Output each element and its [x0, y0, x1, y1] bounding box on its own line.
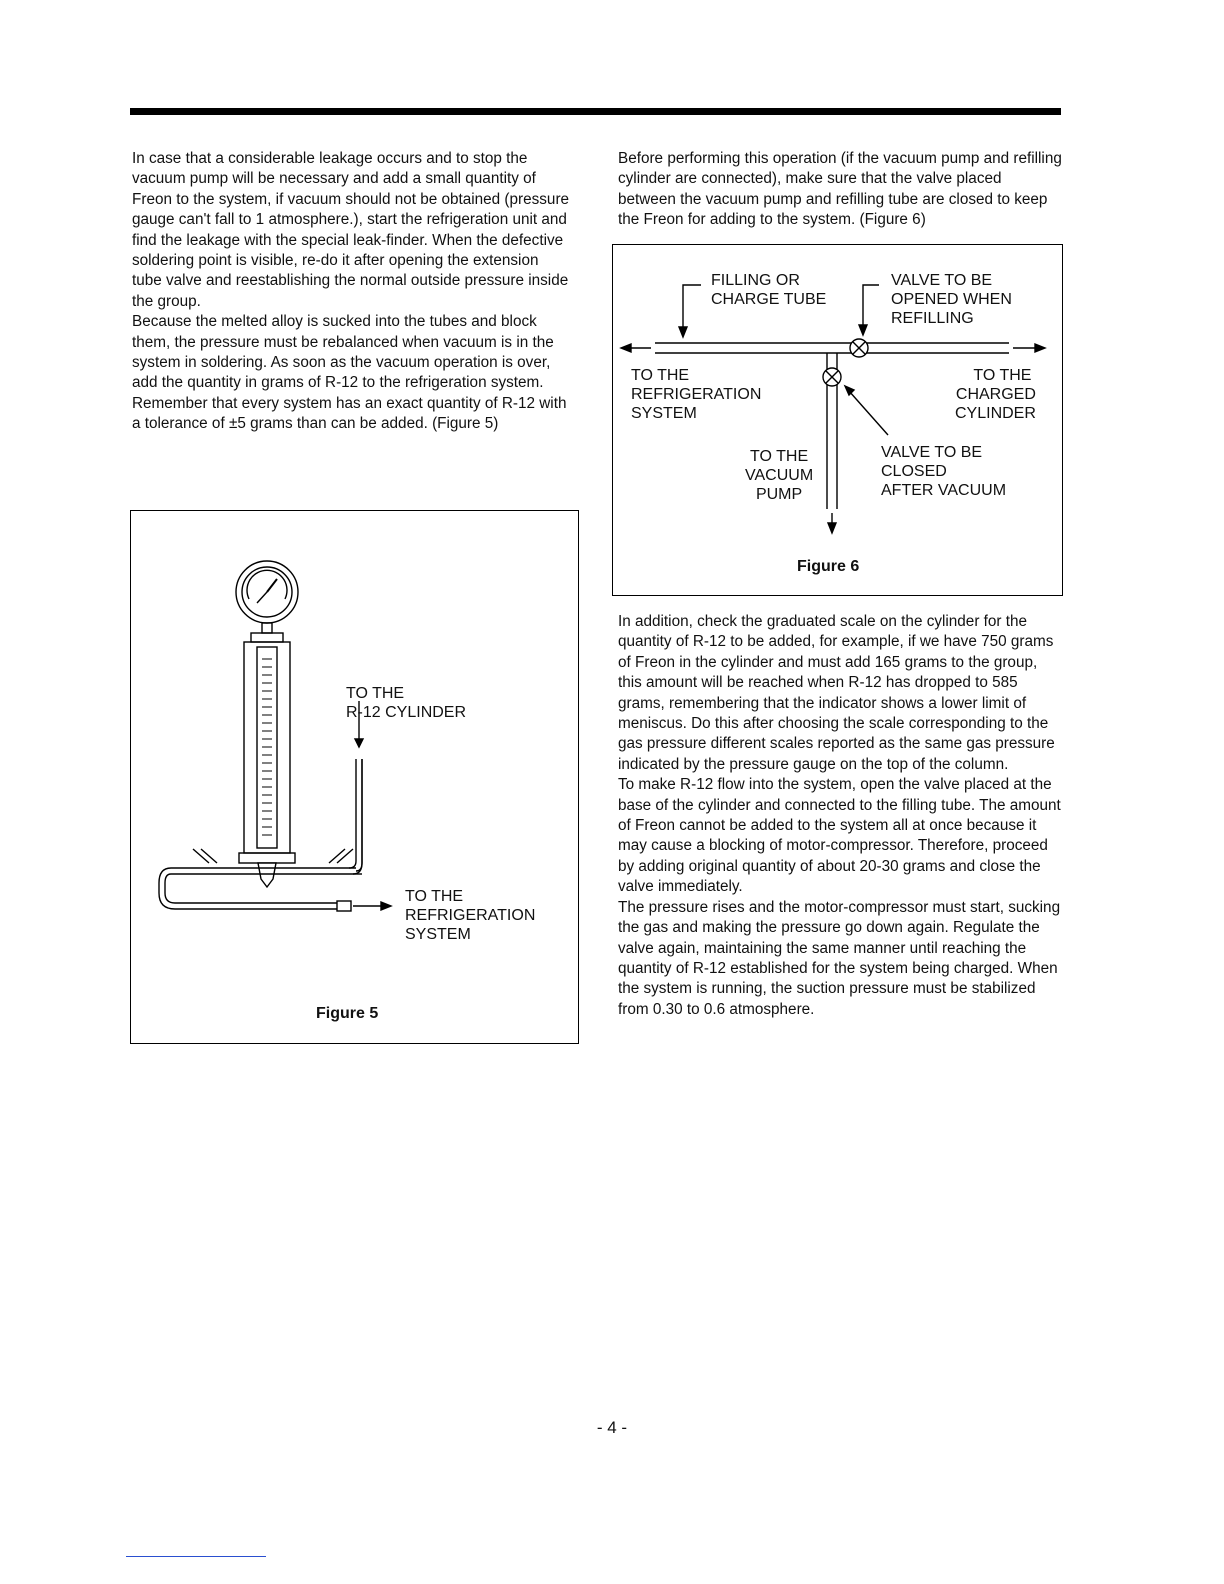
label-filling-charge-tube: FILLING OR CHARGE TUBE [711, 272, 827, 308]
figure-6-caption: Figure 6 [797, 558, 860, 575]
label-to-vacuum-pump: TO THE VACUUM PUMP [745, 448, 814, 503]
paragraph-before-performing: Before performing this operation (if the vacuum pump and refilling cylinder are connected), make sure that the valve placed between the vacuum pump and refilling tube are closed to keep the Freon for adding to the system. (Figure 6) [618, 150, 1062, 229]
charging-cylinder-diagram [131, 511, 578, 1043]
label-to-r12-cylinder: TO THE R-12 CYLINDER [346, 685, 467, 721]
figure-6 [612, 244, 1063, 596]
paragraph-graduated-scale: In addition, check the graduated scale on the cylinder for the quantity of R-12 to be added, for example, if we have 750 grams of Freon in the cylinder and must add 165 grams to the group, this amount will be reached when R-12 has dropped to 585 grams, remembering that the indicator shows a lower limit of meniscus. Do this after choosing the scale corresponding to the gas pressure different scales reported as the same gas pressure indicated by the pressure gauge on the top of the column. [618, 613, 1055, 773]
right-column-body [618, 612, 1063, 1020]
header-rule [130, 108, 1061, 115]
paragraph-leakage: In case that a considerable leakage occurs and to stop the vacuum pump will be necessary and add a small quantity of Freon to the system, if vacuum should not be obtained (pressure gauge can't fall to 1 atmosphere.), start the refrigeration unit and find the leakage with the special leak-finder. When the defective soldering point is visible, re-do it after opening the extension tube valve and reestablishing the normal outside pressure inside the group. [132, 150, 570, 310]
label-to-refrigeration-system: TO THE REFRIGERATION SYSTEM [631, 367, 762, 422]
left-column [132, 149, 572, 435]
label-to-refrigeration-system: TO THE REFRIGERATION SYSTEM [405, 888, 536, 943]
label-to-charged-cylinder: TO THE CHARGED CYLINDER [955, 367, 1036, 422]
label-valve-to-be-opened: VALVE TO BE OPENED WHEN REFILLING [891, 272, 1012, 327]
figure-5 [130, 510, 579, 1044]
footer-rule [126, 1556, 266, 1557]
paragraph-pressure-rises: The pressure rises and the motor-compressor must start, sucking the gas and making the pressure go down again. Regulate the valve again, maintaining the same manner until reaching the quantity of R-12 established for the system being charged. When the system is running, the suction pressure must be stabilized from 0.30 to 0.6 atmosphere. [618, 898, 1061, 1018]
page-number: - 4 - [596, 1418, 628, 1437]
label-valve-to-be-closed: VALVE TO BE CLOSED AFTER VACUUM [881, 444, 1007, 499]
figure-5-caption: Figure 5 [316, 1005, 379, 1022]
paragraph-melted-alloy: Because the melted alloy is sucked into the tubes and block them, the pressure must be rebalanced when vacuum is in the system in soldering. As soon as the vacuum operation is over, add the quantity in grams of R-12 to the refrigeration system. Remember that every system has an exact quantity of R-12 with a tolerance of ±5 grams than can be added. (Figure 5) [132, 313, 567, 433]
right-column-intro [618, 149, 1063, 231]
paragraph-r12-flow: To make R-12 flow into the system, open the valve placed at the base of the cylinder and connected to the filling tube. The amount of Freon cannot be added to the system all at once because it may cause a blocking of motor-compressor. Therefore, proceed by adding original quantity of about 20-30 grams and close the valve immediately. [618, 776, 1061, 896]
